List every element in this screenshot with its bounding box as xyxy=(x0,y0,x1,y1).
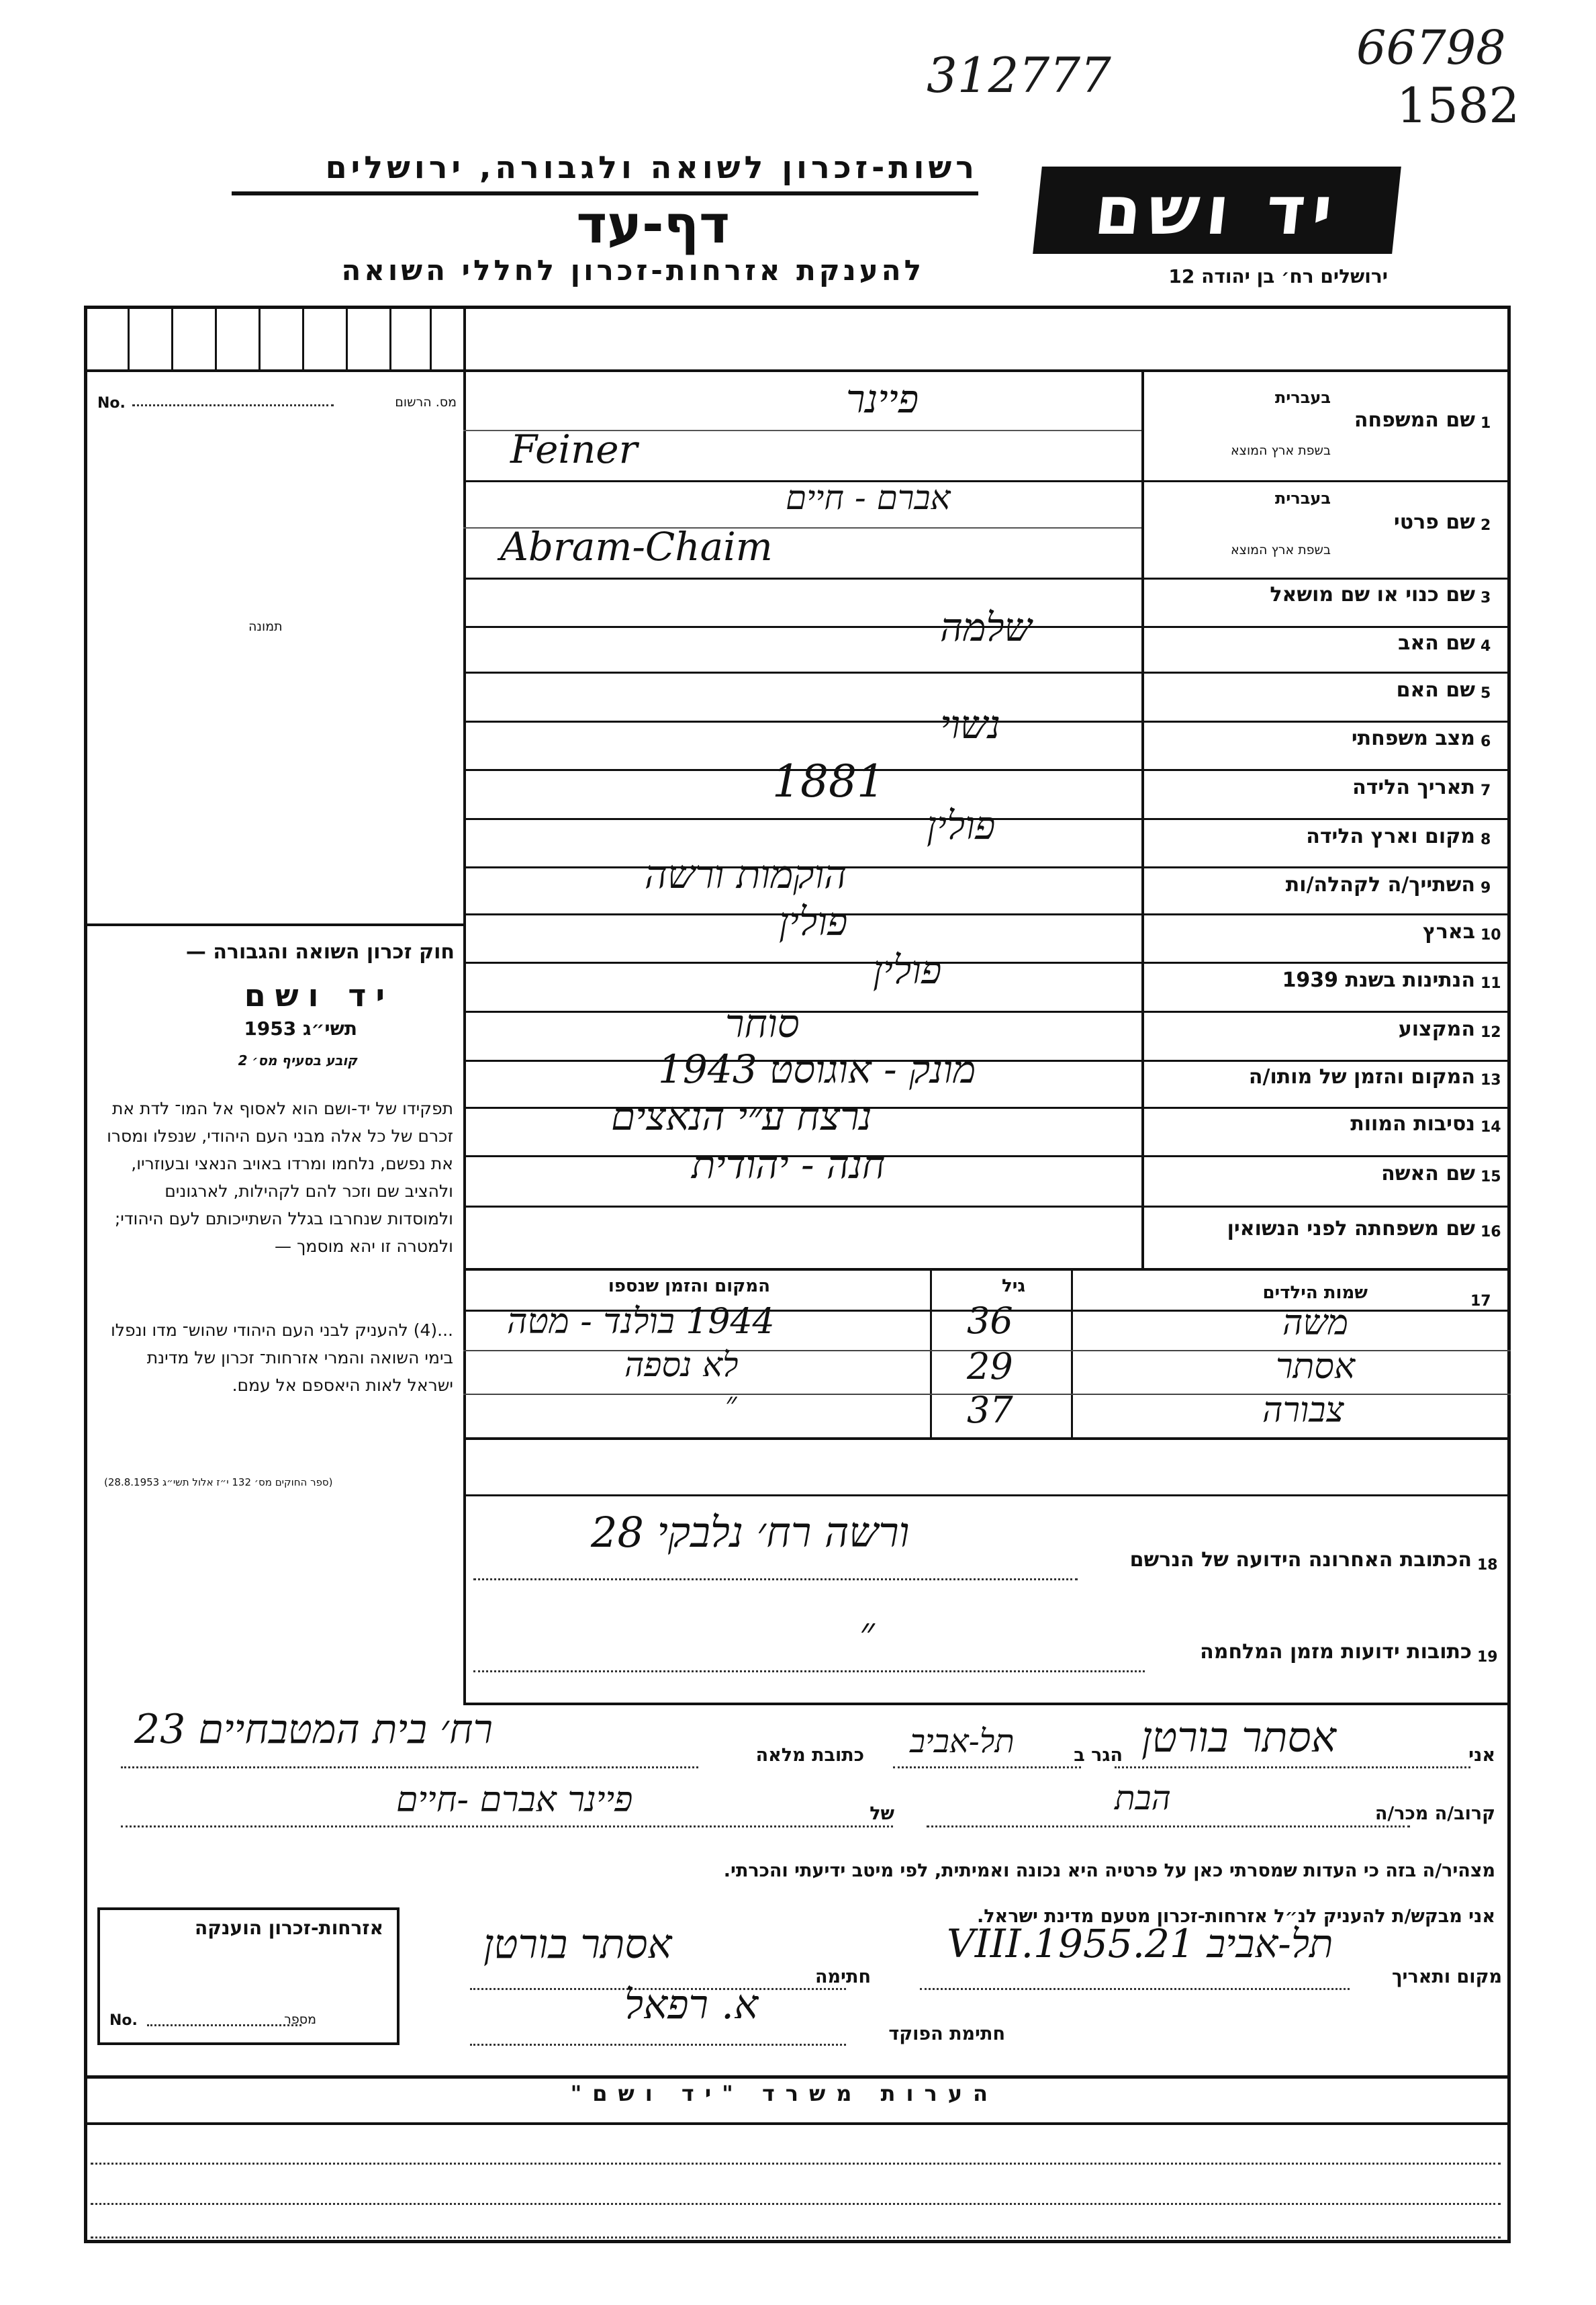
field-number: 9 xyxy=(1481,880,1491,897)
field-value[interactable]: מונק - אוגוסט 1943 xyxy=(658,1046,976,1092)
field-number: 16 xyxy=(1481,1224,1501,1240)
field-note-native: בשפת ארץ המוצא xyxy=(1230,443,1331,458)
field-number: 15 xyxy=(1481,1169,1501,1185)
field-value-hebrew[interactable]: אברם - חיים xyxy=(786,478,951,517)
law-year: תשי״ג 1953 xyxy=(244,1018,357,1040)
field-note-native: בשפת ארץ המוצא xyxy=(1230,543,1331,557)
child-age[interactable]: 29 xyxy=(967,1345,1013,1388)
law-text-2: ...(4) להעניק לבני העם היהודי שהוש־ מדו ונפלו בימי השואה והמרי אזרחות־ זכרון של מדינת ישראל לאות היאספם אל עמם. xyxy=(110,1320,453,1395)
award-box xyxy=(97,1907,400,2045)
children-header-age: גיל xyxy=(1001,1276,1025,1296)
form-title: דף-עד xyxy=(576,195,730,255)
field-label: בארץ xyxy=(1422,920,1475,944)
registration-label: מס. הרשום xyxy=(395,395,457,410)
field-number: 18 xyxy=(1477,1557,1498,1574)
field-value-native[interactable]: Feiner xyxy=(510,426,638,472)
field-label: הכתובת האחרונה הידועה של הנרשם xyxy=(1129,1548,1472,1572)
child-name[interactable]: אסתר xyxy=(1276,1347,1356,1387)
signature-value[interactable]: אסתר בורטן xyxy=(483,1921,672,1968)
field-number: 12 xyxy=(1481,1024,1501,1041)
statement-request: אני מבקש/ת להעניק לנ״ל אזרחות-זכרון מטעם מדינת ישראל. xyxy=(976,1906,1495,1927)
relation-value[interactable]: הבת xyxy=(1115,1778,1171,1817)
statement-truth: מצהיר/ה בזה כי העדות שמסרתי כאן על פרטיה היא נכונה ואמיתית, לפי מיטב ידיעתי והכרתי. xyxy=(723,1860,1495,1881)
field-label: נסיבות המוות xyxy=(1350,1112,1475,1136)
field-value[interactable]: פולין xyxy=(779,899,848,944)
field-value[interactable]: פולין xyxy=(927,803,996,848)
child-age[interactable]: 37 xyxy=(967,1389,1013,1431)
field-label: שם האשה xyxy=(1381,1162,1475,1185)
field-label: שם משפחתה לפני הנשואין xyxy=(1227,1217,1475,1240)
field-label: הנתינות בשנת 1939 xyxy=(1282,968,1475,992)
resides-value[interactable]: תל-אביב xyxy=(910,1723,1015,1760)
field-value[interactable]: ״ xyxy=(859,1609,875,1656)
i-label: אני xyxy=(1468,1745,1495,1766)
field-value[interactable]: נרצח ע״י הנאצים xyxy=(611,1093,872,1139)
child-name[interactable]: משה xyxy=(1282,1303,1349,1343)
field-value[interactable]: שלמה xyxy=(940,604,1032,650)
field-number: 1 xyxy=(1481,415,1491,432)
archive-number-right-2: 1582 xyxy=(1397,77,1520,134)
main-column-divider xyxy=(463,306,466,1703)
field-label: שם כנוי או שם מושאל xyxy=(1270,583,1475,606)
header-address: ירושלים רח׳ בן יהודה 12 xyxy=(1168,265,1388,287)
field-value[interactable]: נשוי xyxy=(940,702,1000,748)
photo-label: תמונה xyxy=(248,619,283,634)
award-number-label: מספר xyxy=(284,2012,316,2027)
authority-line: רשות-זכרון לשואה ולגבורה, ירושלים xyxy=(325,149,978,185)
field-label: השתייך/ה לקהלה/ות xyxy=(1285,873,1475,897)
relative-label: קרוב/ה מכר/ה xyxy=(1374,1803,1495,1824)
full-address-value[interactable]: רח׳ בית המטבחיים 23 xyxy=(134,1706,493,1753)
signature-label: חתימה xyxy=(814,1967,871,1987)
field-number: 8 xyxy=(1481,831,1491,848)
field-value[interactable]: חנה - יהודית xyxy=(692,1142,886,1187)
field-number: 4 xyxy=(1481,638,1491,655)
field-number: 7 xyxy=(1481,782,1491,799)
field-label: שם המשפחה xyxy=(1354,408,1475,432)
archive-number-top: 312777 xyxy=(927,47,1111,103)
field-label: שם האב xyxy=(1398,631,1475,655)
of-label: של xyxy=(870,1803,894,1824)
award-no-label: No. xyxy=(109,2012,138,2029)
office-notes-title: הערות משרד "יד ושם" xyxy=(570,2081,998,2106)
child-name[interactable]: צבורה xyxy=(1262,1390,1344,1431)
field-label: המקצוע xyxy=(1398,1018,1475,1041)
children-field-number: 17 xyxy=(1470,1293,1491,1310)
law-text-1: תפקידו של יד-ושם הוא לאסוף אל המו־ לדת את זכרם של כל אלה מבני העם היהודי, שנפלו ומסרו את נפשם, נלחמו ומרדו באויב הנאצי ובעוזריו, ולהציב שם וזכר להם לקהילות, לארגונים ולמוסדות שנחרבו בגלל השתייכותם לעם היהודי; ולמטרה זו יהא מוסמך — xyxy=(107,1099,453,1256)
child-age[interactable]: 36 xyxy=(967,1300,1013,1342)
field-label: תאריך הלידה xyxy=(1352,776,1475,799)
field-value[interactable]: 1881 xyxy=(772,756,885,807)
field-number: 13 xyxy=(1481,1072,1501,1089)
field-number: 5 xyxy=(1481,685,1491,702)
child-place[interactable]: לא נספה xyxy=(624,1345,739,1384)
field-value[interactable]: סוחר xyxy=(725,1001,800,1046)
form-subtitle: להענקת אזרחות-זכרון לחללי השואה xyxy=(341,254,925,287)
children-header-names: שמות הילדים xyxy=(1262,1283,1368,1303)
child-place[interactable]: ״ xyxy=(725,1385,737,1421)
archive-number-right-1: 66798 xyxy=(1356,20,1506,75)
officer-signature-label: חתימת הפוקד xyxy=(888,2024,1005,2044)
resides-label: הגר ב xyxy=(1074,1745,1123,1766)
field-number: 6 xyxy=(1481,733,1491,750)
law-name: יד ושם xyxy=(244,977,394,1013)
field-label: המקום והזמן של מותו/ה xyxy=(1248,1065,1475,1089)
declarant-name[interactable]: אסתר בורטן xyxy=(1141,1713,1336,1762)
field-value[interactable]: פולין xyxy=(873,947,942,993)
field-value[interactable]: הוקמות ורשה xyxy=(645,852,847,897)
field-label: שם פרטי xyxy=(1393,510,1475,534)
field-note-hebrew: בעברית xyxy=(1274,489,1331,508)
award-box-title: אזרחות-זכרון הוענקה xyxy=(195,1917,383,1939)
field-value-hebrew[interactable]: פיינר xyxy=(846,376,919,422)
full-address-label: כתובת מלאה xyxy=(755,1745,864,1766)
law-title: חוק זכרון השואה והגבורה — xyxy=(185,940,455,964)
field-number: 2 xyxy=(1481,517,1491,534)
field-label: מקום וארץ הלידה xyxy=(1306,825,1475,848)
field-number: 10 xyxy=(1481,927,1501,944)
field-label: מצב משפחתי xyxy=(1351,727,1475,750)
officer-signature[interactable]: א. רפאל xyxy=(624,1981,759,2028)
notes-line[interactable] xyxy=(91,2163,1501,2165)
law-reference: (ספר החוקים מס׳ 132 י״ז אלול תשי״ג 28.8.1953) xyxy=(104,1476,333,1488)
no-label: No. xyxy=(97,395,126,412)
children-header-place: המקום והזמן שנספו xyxy=(608,1276,770,1296)
law-section: קובע בסעיף מס׳ 2 xyxy=(238,1052,357,1069)
child-place[interactable]: 1944 בולנד - מטה xyxy=(507,1302,775,1342)
field-value[interactable]: ורשה רח׳ נלבקי 28 xyxy=(591,1508,910,1557)
field-number: 14 xyxy=(1481,1119,1501,1136)
field-label: כתובות ידועות מזמן המלחמה xyxy=(1200,1640,1472,1664)
field-note-hebrew: בעברית xyxy=(1274,388,1331,407)
place-date-label: מקום ותאריך xyxy=(1391,1967,1502,1987)
field-number: 3 xyxy=(1481,590,1491,606)
relative-of-value[interactable]: פיינר אברם -חיים xyxy=(396,1780,633,1820)
notes-line[interactable] xyxy=(91,2203,1501,2205)
field-number: 19 xyxy=(1477,1649,1498,1666)
logo-text: יד ושם xyxy=(1090,171,1344,250)
field-label: שם האם xyxy=(1396,678,1475,702)
field-value-native[interactable]: Abram-Chaim xyxy=(500,524,773,570)
place-date-value[interactable]: תל-אביב 21.VIII.1955 xyxy=(947,1921,1333,1967)
field-number: 11 xyxy=(1481,975,1501,992)
registration-number-row xyxy=(97,395,457,422)
notes-line[interactable] xyxy=(91,2236,1501,2239)
yad-vashem-logo xyxy=(1033,167,1401,254)
